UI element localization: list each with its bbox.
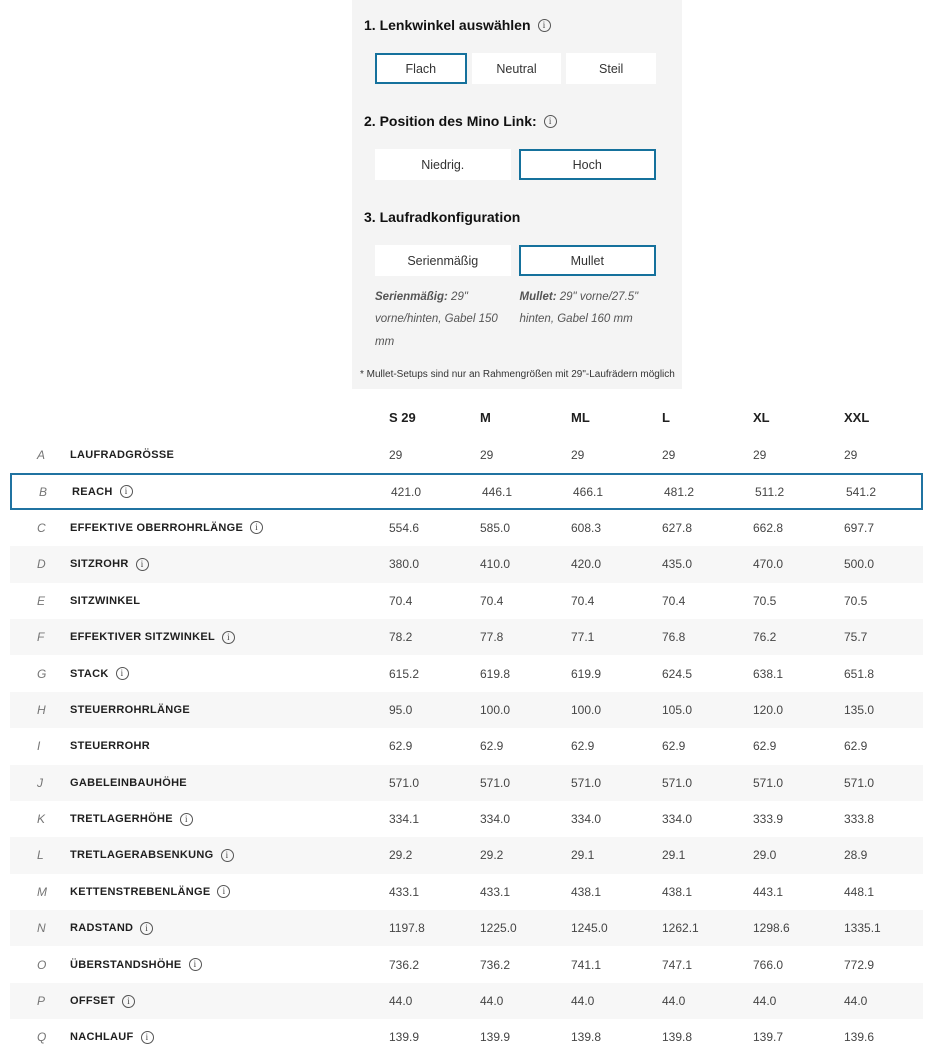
row-value: 470.0 [753,557,784,572]
row-value: 139.6 [844,1030,875,1045]
option-button-flach[interactable]: Flach [375,53,467,84]
row-value: 333.9 [753,812,784,827]
config-section-1 [352,16,682,84]
info-icon[interactable] [116,667,129,680]
row-value: 585.0 [480,520,511,535]
info-icon[interactable] [120,485,133,498]
row-value: 619.9 [571,666,602,681]
row-letter: H [37,702,46,717]
row-value: 571.0 [480,775,511,790]
description-lead: Mullet: [519,291,557,303]
row-value: 619.8 [480,666,511,681]
row-value: 29 [571,448,585,463]
row-label-text: OFFSET [70,995,116,1008]
row-label-cell [70,558,389,571]
table-row-j[interactable] [10,765,923,801]
row-value: 334.1 [389,812,420,827]
info-icon[interactable] [544,115,557,128]
row-value: 139.7 [753,1030,784,1045]
row-value: 105.0 [662,702,693,717]
row-value: 70.4 [480,593,504,608]
row-value: 62.9 [753,739,777,754]
row-value: 29.1 [662,848,686,863]
row-label-cell [70,595,389,607]
row-value: 638.1 [753,666,784,681]
row-letter: J [37,775,43,790]
table-row-i[interactable] [10,728,923,764]
row-value: 624.5 [662,666,693,681]
row-value: 433.1 [389,884,420,899]
row-value: 662.8 [753,520,784,535]
row-value: 571.0 [662,775,693,790]
row-label-cell [70,922,389,935]
row-value: 77.8 [480,630,504,645]
table-row-l[interactable] [10,837,923,873]
row-value: 334.0 [662,812,693,827]
row-label-cell [70,813,389,826]
row-value: 500.0 [844,557,875,572]
row-value: 333.8 [844,812,875,827]
row-value: 615.2 [389,666,420,681]
option-button-serienm-ig[interactable]: Serienmäßig [375,245,511,276]
row-letter: B [39,484,48,499]
row-value: 62.9 [662,739,686,754]
row-value: 421.0 [391,484,422,499]
section-heading [364,208,662,226]
row-value: 100.0 [571,702,602,717]
row-letter: G [37,666,47,681]
row-value: 554.6 [389,520,420,535]
row-label-cell [70,449,389,461]
row-value: 29 [662,448,676,463]
section-heading-label: 1. Lenkwinkel auswählen [364,17,531,33]
row-value: 438.1 [571,884,602,899]
row-value: 29.2 [480,848,504,863]
row-label-text: NACHLAUF [70,1031,134,1044]
row-label-text: TRETLAGERABSENKUNG [70,849,214,862]
row-value: 29 [480,448,494,463]
row-label-text: GABELEINBAUHÖHE [70,776,187,789]
row-value: 747.1 [662,957,693,972]
row-value: 443.1 [753,884,784,899]
row-label-cell [70,885,389,898]
row-value: 541.2 [846,484,877,499]
description-item [520,286,657,353]
row-label-cell [70,521,389,534]
info-icon[interactable] [538,19,551,32]
row-value: 29 [389,448,403,463]
row-value: 78.2 [389,630,413,645]
row-value: 697.7 [844,520,875,535]
row-value: 139.8 [662,1030,693,1045]
row-value: 29.1 [571,848,595,863]
row-value: 571.0 [571,775,602,790]
row-value: 95.0 [389,702,413,717]
row-value: 571.0 [389,775,420,790]
row-label-text: STEUERROHR [70,740,151,753]
description-lead: Serienmäßig: [375,291,448,303]
mullet-footnote: * Mullet-Setups sind nur an Rahmengrößen mit 29"-Laufrädern möglich [360,369,675,380]
table-row-c[interactable] [10,510,923,546]
row-value: 44.0 [753,994,777,1009]
row-label-text: STEUERROHRLÄNGE [70,703,191,716]
row-letter: E [37,593,46,608]
info-icon[interactable] [189,958,202,971]
row-letter: I [37,739,41,754]
row-value: 466.1 [573,484,604,499]
table-row-m[interactable] [10,874,923,910]
row-value: 70.4 [389,593,413,608]
row-value: 1225.0 [480,921,517,936]
row-value: 77.1 [571,630,595,645]
row-label-cell [70,849,389,862]
row-label-text: KETTENSTREBENLÄNGE [70,885,211,898]
info-icon[interactable] [222,631,235,644]
row-value: 44.0 [662,994,686,1009]
row-value: 70.5 [753,593,777,608]
row-value: 446.1 [482,484,513,499]
info-icon[interactable] [250,521,263,534]
row-value: 135.0 [844,702,875,717]
row-label-cell [70,995,389,1008]
row-value: 70.4 [662,593,686,608]
column-header-xxl: XXL [844,410,870,425]
row-label-text: LAUFRADGRÖSSE [70,449,175,462]
row-letter: A [37,448,46,463]
option-button-mullet[interactable]: Mullet [519,245,657,276]
row-label-cell [70,667,389,680]
row-value: 772.9 [844,957,875,972]
info-icon[interactable] [140,922,153,935]
table-row-d[interactable] [10,546,923,582]
row-value: 76.2 [753,630,777,645]
row-label-text: STACK [70,667,109,680]
geometry-table [10,398,923,1056]
row-letter: P [37,994,46,1009]
row-value: 736.2 [389,957,420,972]
row-value: 571.0 [844,775,875,790]
section-heading [364,112,662,130]
description-text: 29" vorne/27.5" hinten, Gabel 160 mm [519,291,639,326]
column-header-s-29: S 29 [389,410,416,425]
option-button-steil[interactable]: Steil [566,53,656,84]
row-label-text: EFFEKTIVER SITZWINKEL [70,631,216,644]
column-header-m: M [480,410,491,425]
config-section-2 [352,112,682,180]
row-label-text: REACH [72,485,113,498]
row-value: 1245.0 [571,921,608,936]
row-letter: O [37,957,47,972]
row-letter: F [37,630,45,645]
row-value: 481.2 [664,484,695,499]
row-label-text: SITZROHR [70,558,129,571]
table-body [10,437,923,1056]
row-letter: D [37,557,46,572]
row-label-cell [70,631,389,644]
row-label-text: TRETLAGERHÖHE [70,813,173,826]
row-value: 62.9 [571,739,595,754]
row-value: 139.8 [571,1030,602,1045]
row-value: 29 [844,448,858,463]
row-letter: C [37,520,46,535]
option-group [375,149,656,180]
info-icon[interactable] [217,885,230,898]
row-value: 448.1 [844,884,875,899]
row-value: 766.0 [753,957,784,972]
row-label-text: RADSTAND [70,922,134,935]
row-value: 334.0 [571,812,602,827]
row-letter: M [37,884,47,899]
row-value: 62.9 [389,739,413,754]
row-value: 608.3 [571,520,602,535]
row-value: 139.9 [389,1030,420,1045]
info-icon[interactable] [221,849,234,862]
row-value: 62.9 [844,739,868,754]
section-heading [364,16,662,34]
option-group [375,245,656,276]
table-row-b[interactable] [10,473,923,509]
option-button-niedrig[interactable]: Niedrig. [375,149,511,180]
wheel-config-descriptions [375,286,656,353]
info-icon[interactable] [141,1031,154,1044]
row-label-cell [70,777,389,789]
row-letter: K [37,812,46,827]
description-item [375,286,512,353]
row-label-cell [72,485,391,498]
row-value: 70.5 [844,593,868,608]
row-value: 627.8 [662,520,693,535]
row-value: 380.0 [389,557,420,572]
row-value: 76.8 [662,630,686,645]
row-value: 1335.1 [844,921,881,936]
row-value: 28.9 [844,848,868,863]
config-panel [352,0,682,389]
table-header [10,398,923,437]
row-value: 70.4 [571,593,595,608]
section-heading-label: 2. Position des Mino Link: [364,113,537,129]
row-value: 1298.6 [753,921,790,936]
table-row-a[interactable] [10,437,923,473]
table-row-f[interactable] [10,619,923,655]
table-row-o[interactable] [10,946,923,982]
info-icon[interactable] [136,558,149,571]
option-button-neutral[interactable]: Neutral [472,53,562,84]
row-value: 29 [753,448,767,463]
description-text: 29" vorne/hinten, Gabel 150 mm [375,291,498,348]
option-group [375,53,656,84]
row-label-cell [70,958,389,971]
table-row-p[interactable] [10,983,923,1019]
column-header-ml: ML [571,410,590,425]
row-value: 139.9 [480,1030,511,1045]
row-value: 511.2 [755,484,785,499]
row-value: 1262.1 [662,921,699,936]
table-row-g[interactable] [10,655,923,691]
config-section-3 [352,208,682,353]
row-label-cell [70,740,389,752]
row-value: 29.0 [753,848,777,863]
row-value: 741.1 [571,957,602,972]
column-header-l: L [662,410,670,425]
row-value: 44.0 [571,994,595,1009]
row-value: 44.0 [480,994,504,1009]
row-label-cell [70,1031,389,1044]
info-icon[interactable] [180,813,193,826]
row-value: 44.0 [389,994,413,1009]
row-value: 120.0 [753,702,784,717]
row-value: 29.2 [389,848,413,863]
row-value: 420.0 [571,557,602,572]
row-label-text: SITZWINKEL [70,594,141,607]
row-value: 44.0 [844,994,868,1009]
row-value: 100.0 [480,702,511,717]
row-value: 438.1 [662,884,693,899]
row-label-cell [70,704,389,716]
row-value: 571.0 [753,775,784,790]
table-row-e[interactable] [10,583,923,619]
row-letter: L [37,848,44,863]
row-value: 1197.8 [389,921,425,936]
config-sections [352,16,682,353]
section-heading-label: 3. Laufradkonfiguration [364,209,521,225]
row-value: 75.7 [844,630,868,645]
table-row-n[interactable] [10,910,923,946]
table-row-h[interactable] [10,692,923,728]
row-value: 736.2 [480,957,511,972]
row-letter: Q [37,1030,47,1045]
row-label-text: EFFEKTIVE OBERROHRLÄNGE [70,521,244,534]
row-value: 651.8 [844,666,875,681]
info-icon[interactable] [122,995,135,1008]
table-row-q[interactable] [10,1019,923,1055]
row-value: 433.1 [480,884,511,899]
option-button-hoch[interactable]: Hoch [519,149,657,180]
row-label-text: ÜBERSTANDSHÖHE [70,958,182,971]
column-header-xl: XL [753,410,770,425]
row-letter: N [37,921,46,936]
row-value: 410.0 [480,557,511,572]
row-value: 62.9 [480,739,504,754]
table-row-k[interactable] [10,801,923,837]
row-value: 435.0 [662,557,693,572]
row-value: 334.0 [480,812,511,827]
